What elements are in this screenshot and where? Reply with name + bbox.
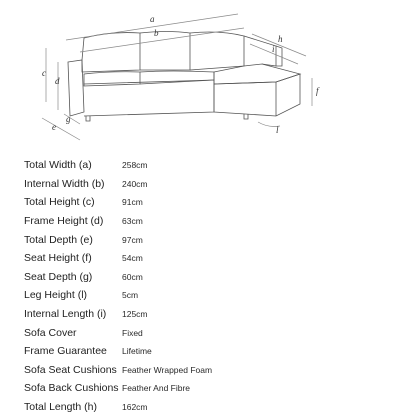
label-a: a [150, 14, 155, 24]
spec-value: 63cm [122, 216, 143, 227]
spec-row [24, 342, 404, 361]
spec-row [24, 305, 404, 324]
spec-label: Internal Length (i) [24, 308, 107, 321]
spec-row [24, 212, 404, 231]
chaise-front [214, 74, 300, 116]
spec-row [24, 156, 404, 175]
back-cushion-right [190, 32, 244, 70]
spec-label: Sofa Back Cushions [24, 382, 119, 395]
leg-right [244, 114, 248, 119]
spec-row [24, 268, 404, 287]
label-e: e [52, 122, 56, 132]
spec-value: Feather Wrapped Foam [122, 364, 213, 375]
specification-rows [24, 156, 404, 416]
spec-value: 240cm [122, 178, 148, 189]
spec-value: 258cm [122, 160, 148, 171]
spec-label: Total Length (h) [24, 401, 97, 414]
spec-value: Feather And Fibre [122, 383, 191, 394]
spec-value: 162cm [122, 402, 148, 413]
label-c: c [42, 68, 46, 78]
leg-left [86, 116, 90, 121]
sofa-outline [68, 32, 300, 122]
label-g: g [66, 114, 71, 124]
spec-value: 97cm [122, 234, 143, 245]
spec-label: Sofa Cover [24, 326, 77, 339]
label-l: l [276, 125, 279, 135]
spec-label: Seat Height (f) [24, 252, 92, 265]
spec-row [24, 249, 404, 268]
spec-row [24, 175, 404, 194]
spec-row [24, 286, 404, 305]
spec-label: Internal Width (b) [24, 177, 105, 190]
label-h: h [278, 34, 283, 44]
spec-value: 91cm [122, 197, 143, 208]
sofa-dimension-diagram [0, 0, 412, 150]
spec-value: 125cm [122, 309, 148, 320]
spec-value: Fixed [122, 327, 143, 338]
spec-row [24, 230, 404, 249]
spec-value: Lifetime [122, 346, 152, 357]
sofa-diagram-svg [0, 0, 412, 150]
label-f: f [316, 86, 319, 96]
spec-label: Frame Guarantee [24, 345, 107, 358]
spec-label: Frame Height (d) [24, 215, 104, 228]
spec-row [24, 398, 404, 416]
spec-row [24, 323, 404, 342]
label-i: i [272, 44, 275, 54]
specification-table [24, 156, 404, 416]
spec-value: 5cm [122, 290, 139, 301]
spec-label: Total Width (a) [24, 159, 92, 172]
spec-value: 60cm [122, 271, 143, 282]
spec-row [24, 361, 404, 380]
back-cushion-left [82, 33, 140, 72]
spec-label: Seat Depth (g) [24, 270, 93, 283]
spec-row [24, 193, 404, 212]
spec-row [24, 379, 404, 398]
spec-value: 54cm [122, 253, 143, 264]
label-b: b [154, 28, 159, 38]
spec-label: Total Depth (e) [24, 233, 93, 246]
label-d: d [55, 76, 60, 86]
dimension-line-e [42, 118, 80, 140]
spec-label: Sofa Seat Cushions [24, 363, 117, 376]
spec-label: Total Height (c) [24, 196, 95, 209]
spec-label: Leg Height (l) [24, 289, 88, 302]
